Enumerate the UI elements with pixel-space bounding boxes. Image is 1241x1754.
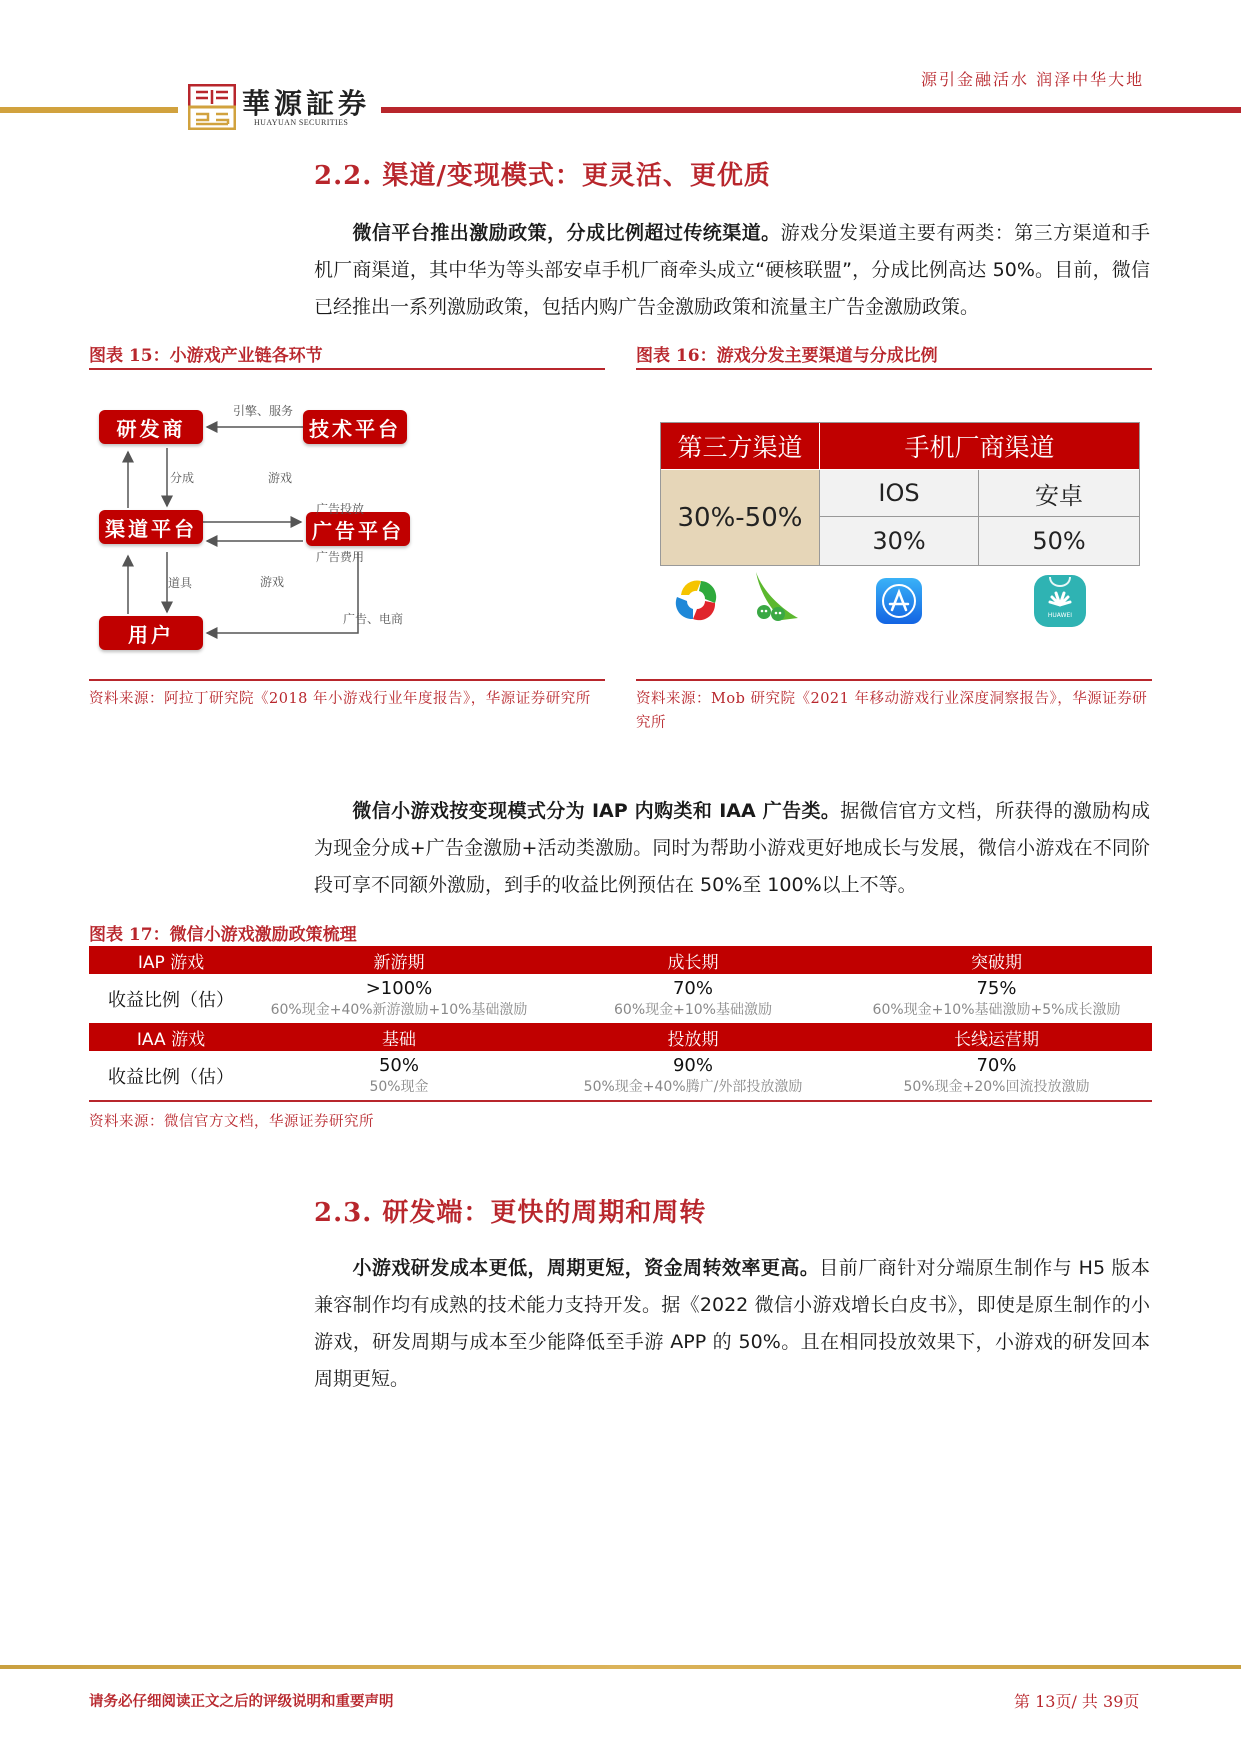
paragraph-body: 目前厂商针对分端原生制作与 H5 版本兼容制作均有成熟的技术能力支持开发。据《2022 微信小游戏增长白皮书》，即使是原生制作的小游戏，研发周期与成本至少能降低至手游 APP 的 50%。且在相同投放效果下，小游戏的研发回本周期更短。 bbox=[314, 1257, 1150, 1390]
node-developer: 研发商 bbox=[99, 410, 203, 444]
iaa-longterm-value: 70% bbox=[976, 1054, 1017, 1076]
section-2-3-paragraph bbox=[314, 1250, 1150, 1398]
iap-stage-growth: 成长期 bbox=[667, 952, 719, 973]
third-party-value: 30%-50% bbox=[661, 470, 820, 565]
row-label: 收益比例（估） bbox=[108, 1066, 234, 1088]
edge-label-engine-service: 引擎、服务 bbox=[233, 404, 294, 418]
header-slogan: 源引金融活水 润泽中华大地 bbox=[921, 70, 1145, 89]
iap-stage-new: 新游期 bbox=[373, 952, 425, 973]
node-tech-platform: 技术平台 bbox=[303, 410, 407, 444]
iap-new-value: >100% bbox=[365, 977, 433, 999]
ios-label: IOS bbox=[820, 470, 979, 517]
figure-15-title-rule bbox=[89, 368, 605, 370]
paragraph-body: 游戏分发渠道主要有两类：第三方渠道和手机厂商渠道，其中华为等头部安卓手机厂商牵头成立“硬核联盟”，分成比例高达 50%。目前，微信已经推出一系列激励政策，包括内购广告金激励政策和流量主广告金激励政策。 bbox=[314, 222, 1150, 318]
edge-label-ad-placement: 广告投放 bbox=[316, 502, 365, 516]
iaa-value-row bbox=[89, 1051, 1152, 1102]
iaa-header: IAA 游戏 bbox=[136, 1029, 206, 1050]
figure-16-source: 资料来源：Mob 研究院《2021 年移动游戏行业深度洞察报告》，华源证券研究所 bbox=[636, 691, 1148, 731]
incentive-policy-table bbox=[89, 946, 1152, 1102]
android-value: 50% bbox=[979, 517, 1139, 565]
iaa-longterm-detail: 50%现金+20%回流投放激励 bbox=[903, 1078, 1090, 1095]
iaa-placement-value: 90% bbox=[672, 1054, 713, 1076]
section-2-2-paragraph-1 bbox=[314, 215, 1150, 326]
edge-label-ad-fee: 广告费用 bbox=[316, 550, 365, 564]
iaa-basic-detail: 50%现金 bbox=[369, 1078, 429, 1095]
iap-value-row bbox=[89, 974, 1152, 1023]
figure-17-title: 图表 17：微信小游戏激励政策梳理 bbox=[89, 925, 357, 945]
figure-15-source-rule bbox=[89, 679, 605, 681]
node-ad-platform: 广告平台 bbox=[306, 512, 410, 546]
figure-15-source: 资料来源：阿拉丁研究院《2018 年小游戏行业年度报告》，华源证券研究所 bbox=[89, 691, 591, 707]
footer-disclaimer: 请务必仔细阅读正文之后的评级说明和重要声明 bbox=[89, 1693, 394, 1710]
edge-label-game-down-1: 游戏 bbox=[268, 471, 293, 485]
huayuan-logo-icon bbox=[188, 84, 236, 130]
paragraph-body: 据微信官方文档，所获得的激励构成为现金分成+广告金激励+活动类激励。同时为帮助小游戏更好地成长与发展，微信小游戏在不同阶段可享不同额外激励，到手的收益比例预估在 50%至 100%以上不等。 bbox=[314, 800, 1150, 896]
footer-gold-rule bbox=[0, 1665, 1241, 1669]
ios-value: 30% bbox=[820, 517, 979, 565]
iap-header: IAP 游戏 bbox=[137, 952, 205, 973]
iaa-placement-detail: 50%现金+40%腾广/外部投放激励 bbox=[583, 1078, 803, 1095]
iaa-basic-value: 50% bbox=[378, 1054, 419, 1076]
figure-17-source: 资料来源：微信官方文档，华源证券研究所 bbox=[89, 1114, 374, 1130]
svg-text:HUAWEI: HUAWEI bbox=[1047, 612, 1073, 619]
iaa-header-row bbox=[89, 1023, 1152, 1051]
header-gold-rule bbox=[0, 107, 178, 113]
iap-breakthrough-detail: 60%现金+10%基础激励+5%成长激励 bbox=[872, 1001, 1121, 1018]
channel-share-table bbox=[660, 422, 1140, 566]
figure-16-title: 图表 16：游戏分发主要渠道与分成比例 bbox=[636, 346, 938, 366]
figure-16-source-rule bbox=[636, 679, 1152, 681]
industry-chain-diagram bbox=[89, 390, 605, 660]
third-party-header: 第三方渠道 bbox=[661, 423, 820, 469]
iaa-stage-placement: 投放期 bbox=[667, 1029, 719, 1050]
section-2-2-title: 2.2. 渠道/变现模式：更灵活、更优质 bbox=[314, 161, 771, 191]
node-user: 用户 bbox=[99, 616, 203, 650]
edge-label-game-down-2: 游戏 bbox=[260, 575, 285, 589]
iap-growth-detail: 60%现金+10%基础激励 bbox=[614, 1001, 772, 1018]
section-2-3-title: 2.3. 研发端：更快的周期和周转 bbox=[314, 1198, 707, 1228]
figure-16-title-rule bbox=[636, 368, 1152, 370]
section-2-2-paragraph-2 bbox=[314, 793, 1150, 904]
iap-new-detail: 60%现金+40%新游激励+10%基础激励 bbox=[270, 1001, 528, 1018]
iap-header-row bbox=[89, 946, 1152, 974]
iaa-stage-basic: 基础 bbox=[382, 1029, 416, 1050]
iap-breakthrough-value: 75% bbox=[976, 977, 1017, 999]
oem-header: 手机厂商渠道 bbox=[820, 423, 1139, 469]
paragraph-lead: 微信平台推出激励政策，分成比例超过传统渠道。 bbox=[352, 222, 781, 244]
header-red-rule bbox=[381, 107, 1241, 113]
huawei-appgallery-icon bbox=[1034, 575, 1086, 627]
iap-stage-breakthrough: 突破期 bbox=[971, 952, 1022, 973]
figure-15-title: 图表 15：小游戏产业链各环节 bbox=[89, 346, 323, 366]
node-channel-platform: 渠道平台 bbox=[99, 510, 203, 544]
360-store-icon bbox=[671, 575, 719, 623]
row-label: 收益比例（估） bbox=[108, 989, 234, 1011]
paragraph-lead: 小游戏研发成本更低，周期更短，资金周转效率更高。 bbox=[352, 1257, 820, 1279]
iaa-stage-longterm: 长线运营期 bbox=[954, 1029, 1039, 1050]
edge-label-revenue-share: 分成 bbox=[170, 471, 195, 485]
android-label: 安卓 bbox=[979, 470, 1139, 517]
edge-label-items: 道具 bbox=[168, 576, 193, 590]
iap-growth-value: 70% bbox=[672, 977, 713, 999]
logo-english-name: HUAYUAN SECURITIES bbox=[254, 118, 349, 127]
paragraph-lead: 微信小游戏按变现模式分为 IAP 内购类和 IAA 广告类。 bbox=[352, 800, 841, 822]
app-store-icon bbox=[876, 578, 922, 624]
edge-label-ads-ecommerce: 广告、电商 bbox=[343, 612, 404, 626]
logo-chinese-name: 華源証券 bbox=[242, 87, 371, 120]
page-number: 第 13页/ 共 39页 bbox=[1014, 1692, 1140, 1711]
wandoujia-icon bbox=[752, 570, 802, 624]
